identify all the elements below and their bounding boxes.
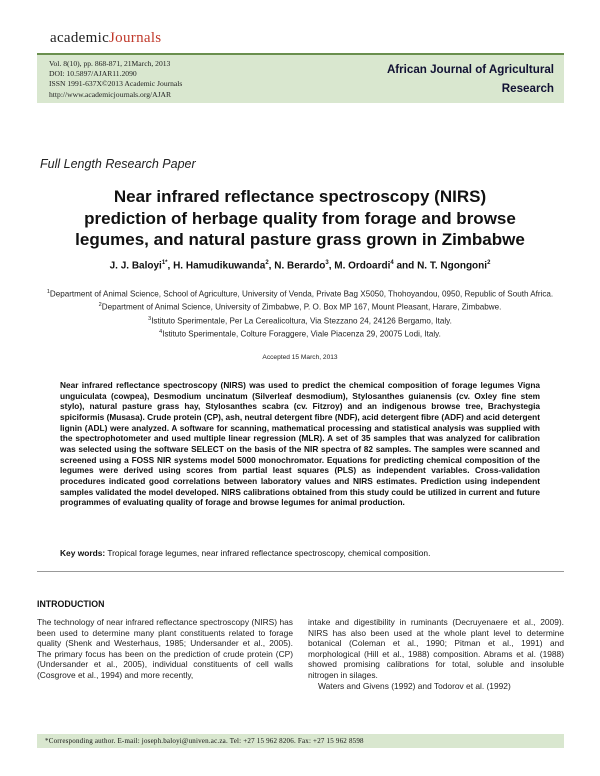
journal-name-line2: Research	[501, 82, 554, 95]
citation-issn: ISSN 1991-637X©2013 Academic Journals	[49, 79, 183, 89]
abstract: Near infrared reflectance spectroscopy (NIRS) was used to predict the chemical composition of forage legumes Vigna unguiculata (cowpea), Desmodium uncinatum (Silverleaf desmodium), Stylosanthes guianensis (cv. Oxley fine stem stylo), natural pasture grass hay, Stylosanthes scabra (cv. Fitzroy) and an indigenous browse tree, Brachystegia spiciformis (Musasa). Crude protein (CP), ash, neutral detergent fibre (NDF), acid detergent fibre (ADF) and acid detergent lignin (ADL) were analyzed. A software for scanning, mathematical processing and statistical analysis was supplied with the spectrophotometer and used multiple linear regression (MLR). A set of 35 samples that was analyzed for calibration was selected using the software SELECT on the basis of the NIR spectra of 82 samples. The samples were scanned and screened using a FOSS NIR systems model 5000 monochromator. Equations for predicting chemical composition of the legumes were derived using scores from partial least squares (PLS) as independent variables. Cross-validation procedures indicated good correlations between laboratory values and NIRS estimates. Prediction using independent samples validated the model developed. NIRS calibrations obtained from this study could be utilized in current and future programmes of evaluating quality of forage and browse legumes for animal production.	[60, 380, 540, 508]
journal-name-line1: African Journal of Agricultural	[386, 63, 554, 76]
affiliation-item: $^3$Istituto Sperimentale, Per La Cerealicoltura, Via Stezzano 24, 24126 Bergamo, Italy.	[148, 315, 452, 326]
corresponding-author: *Corresponding author. E-mail: joseph.baloyi@univen.ac.za. Tel: +27 15 962 8206. Fax: +27 15 962 8598	[45, 737, 364, 745]
logo-part1: academic	[50, 30, 110, 46]
footnote	[37, 734, 564, 748]
author-sup: 1*	[161, 260, 168, 266]
text-column-left	[37, 617, 293, 681]
affiliation-item: $^1$Department of Animal Science, School of Agriculture, University of Venda, Private Bag X5050, Thohoyandou, 0950, Republic of South Africa.	[46, 289, 554, 299]
paper-type: Full Length Research Paper	[40, 157, 196, 171]
author-name: J. J. Baloyi	[109, 260, 162, 272]
paper-title	[40, 186, 560, 251]
title-line1: Near infrared reflectance spectroscopy (NIRS)	[113, 187, 487, 206]
citation-doi: DOI: 10.5897/AJAR11.2090	[49, 69, 137, 79]
logo-part2: Journals	[109, 30, 162, 46]
keywords	[60, 548, 540, 558]
journal-name	[387, 60, 554, 98]
author-name: N. Berardo	[274, 260, 326, 272]
section-heading: INTRODUCTION	[37, 599, 105, 609]
title-line2: prediction of herbage quality from forage and browse	[84, 208, 516, 228]
paragraph: Waters and Givens (1992) and Todorov et al. (1992)	[318, 680, 511, 691]
text-column-right	[308, 617, 564, 691]
journal-logo	[50, 30, 161, 47]
author-sup: 2	[265, 260, 269, 266]
citation-url[interactable]: http://www.academicjournals.org/AJAR	[49, 89, 172, 99]
author-name: M. Ordoardi	[334, 260, 391, 272]
affiliation-item: $^4$Istituto Sperimentale, Colture Foraggere, Viale Piacenza 29, 20075 Lodi, Italy.	[159, 328, 441, 339]
title-line3: legumes, and natural pasture grass grown in Zimbabwe	[75, 230, 525, 249]
citation-box	[37, 53, 564, 103]
author-sup: 3	[325, 260, 329, 266]
citation-volume: Vol. 8(10), pp. 868-871, 21March, 2013	[49, 59, 171, 68]
affiliations	[40, 287, 560, 340]
accepted-date: Accepted 15 March, 2013	[262, 354, 338, 361]
keywords-label: Key words:	[60, 548, 106, 558]
paragraph: intake and digestibility in ruminants (Decruyenaere et al., 2009). NIRS has also been used at the whole plant level to determine botanical (Coleman et al., 1990; Pitman et al., 1991) and morphological (Hill et al., 1988) composition. Abrams et al. (1988) showed promising calibrations for total, soluble and insoluble nitrogen in silages.	[308, 617, 564, 680]
author-name: N. T. Ngongoni	[417, 260, 488, 272]
author-sup: 2	[487, 260, 491, 266]
author-sup: 4	[390, 260, 394, 266]
citation-info	[49, 59, 182, 100]
keywords-text: Tropical forage legumes, near infrared reflectance spectroscopy, chemical composition.	[107, 548, 431, 558]
affiliation-item: $^2$Department of Animal Science, University of Zimbabwe, P. O. Box MP 167, Mount Pleasant, Harare, Zimbabwe.	[98, 302, 502, 312]
author-list: J. J. Baloyi$^{1*}$, H. Hamudikuwanda$^2$, N. Berardo$^3$, M. Ordoardi$^4$ and N. T. Ngongoni$^2$	[109, 260, 491, 272]
divider	[37, 571, 564, 572]
paragraph: The technology of near infrared reflectance spectroscopy (NIRS) has been used to determine many plant constituents related to forage quality (Shenk and Westerhaus, 1985; Undersander et al., 2005). The primary focus has been on the prediction of crude protein (CP) (Undersander et al., 2005), individual constituents of cell walls (Cosgrove et al., 1994) and more recently,	[37, 617, 293, 680]
author-name: H. Hamudikuwanda	[173, 260, 266, 272]
